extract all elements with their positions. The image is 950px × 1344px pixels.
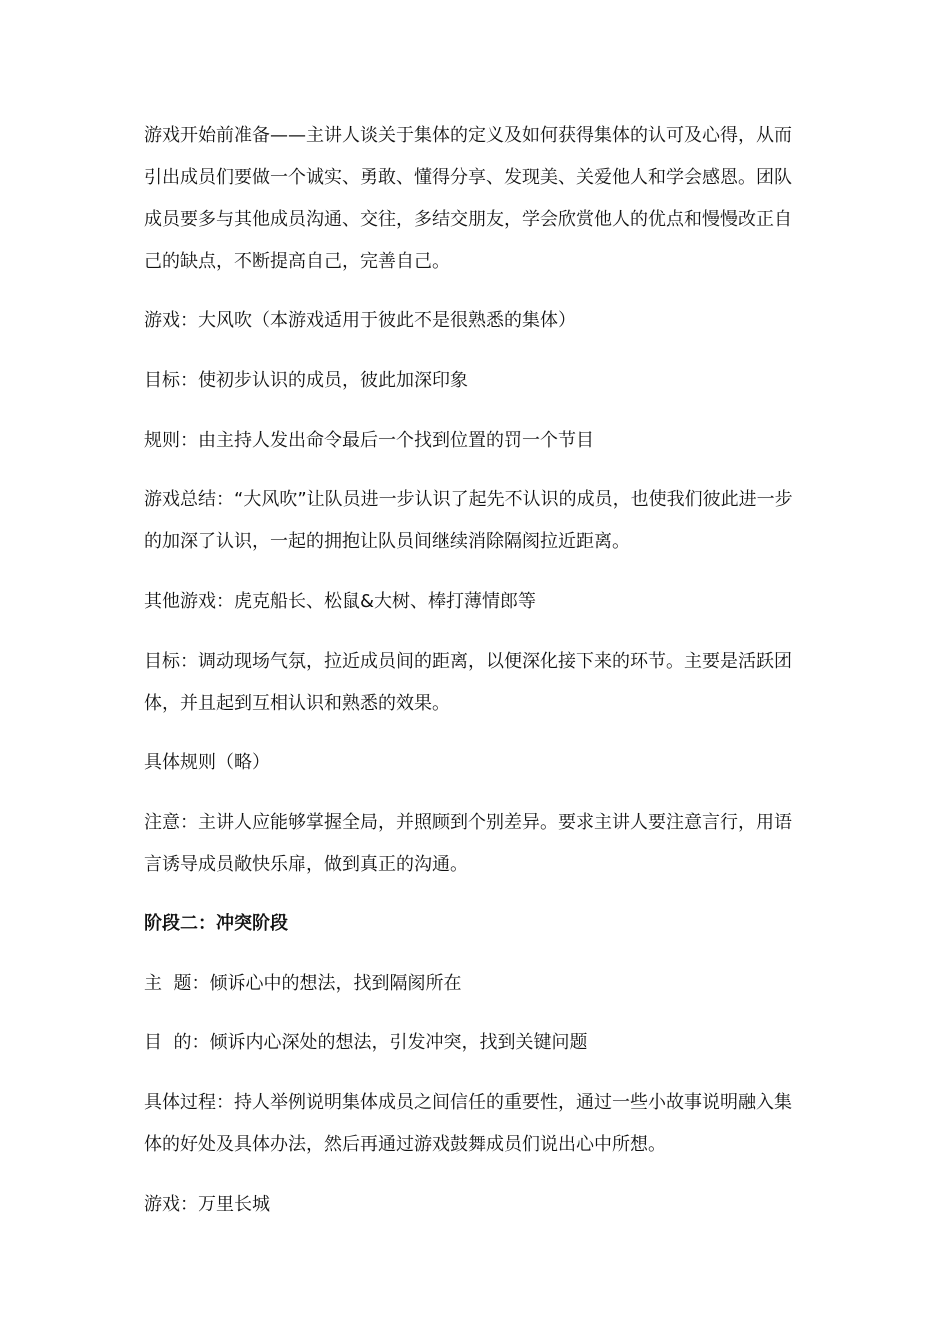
paragraph-process: 具体过程：持人举例说明集体成员之间信任的重要性，通过一些小故事说明融入集体的好处及具体办法，然后再通过游戏鼓舞成员们说出心中所想。 xyxy=(144,1092,792,1155)
paragraph-theme: 主 题：倾诉心中的想法，找到隔阂所在 xyxy=(144,973,462,994)
section-heading-stage-two: 阶段二：冲突阶段 xyxy=(144,913,288,934)
paragraph-purpose: 目 的：倾诉内心深处的想法，引发冲突，找到关键问题 xyxy=(144,1032,588,1053)
paragraph-goal-2: 目标：调动现场气氛，拉近成员间的距离，以便深化接下来的环节。主要是活跃团体，并且起到互相认识和熟悉的效果。 xyxy=(144,651,792,714)
paragraph-goal: 目标：使初步认识的成员，彼此加深印象 xyxy=(144,370,468,391)
paragraph-specific-rules: 具体规则（略） xyxy=(144,752,270,773)
paragraph-rule: 规则：由主持人发出命令最后一个找到位置的罚一个节目 xyxy=(144,430,594,451)
paragraph-intro: 游戏开始前准备——主讲人谈关于集体的定义及如何获得集体的认可及心得，从而引出成员们要做一个诚实、勇敢、懂得分享、发现美、关爱他人和学会感恩。团队成员要多与其他成员沟通、交往，多结交朋友，学会欣赏他人的优点和慢慢改正自己的缺点，不断提高自己，完善自己。 xyxy=(144,125,792,272)
paragraph-other-games: 其他游戏：虎克船长、松鼠&大树、棒打薄情郎等 xyxy=(144,591,537,612)
paragraph-game-title: 游戏：大风吹（本游戏适用于彼此不是很熟悉的集体） xyxy=(144,310,576,331)
paragraph-notice: 注意：主讲人应能够掌握全局，并照顾到个别差异。要求主讲人要注意言行，用语言诱导成员敞快乐扉，做到真正的沟通。 xyxy=(144,812,792,875)
paragraph-game-summary: 游戏总结：“大风吹”让队员进一步认识了起先不认识的成员，也使我们彼此进一步的加深了认识，一起的拥抱让队员间继续消除隔阂拉近距离。 xyxy=(144,489,793,552)
paragraph-game-great-wall: 游戏：万里长城 xyxy=(144,1194,270,1215)
